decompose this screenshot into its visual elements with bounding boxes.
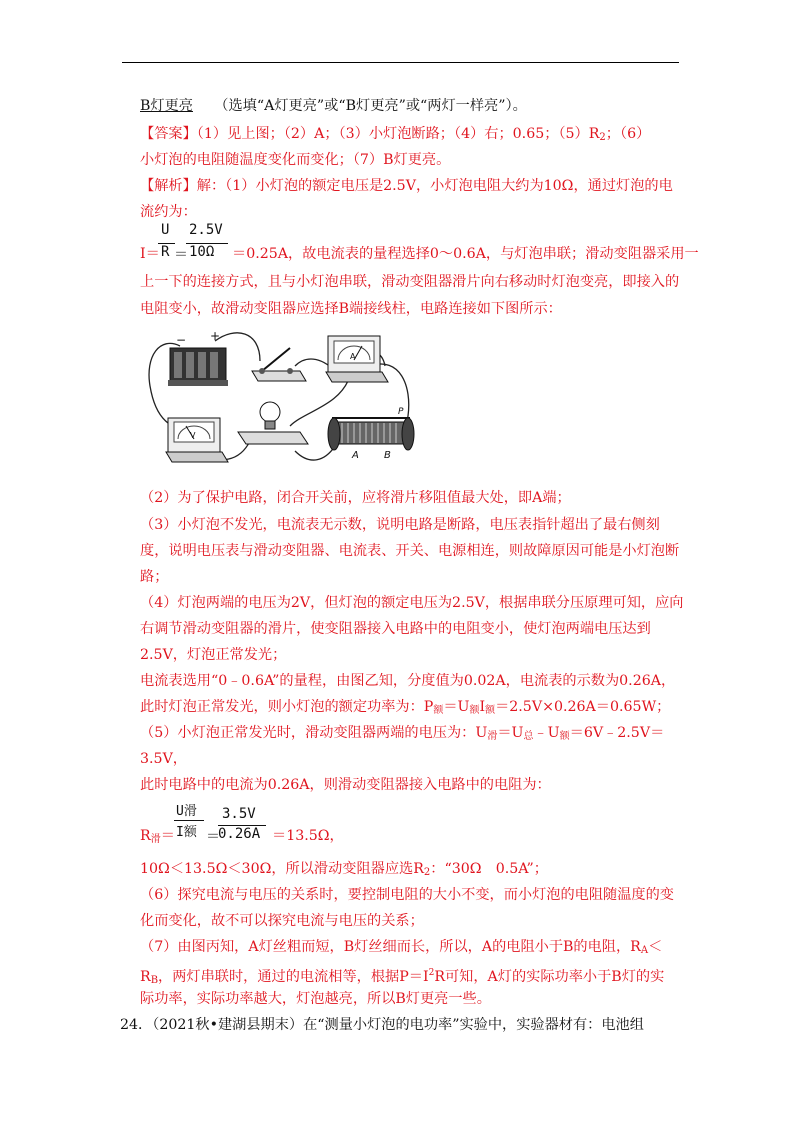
question-24: 24．（2021秋•建湖县期末）在“测量小灯泡的电功率”实验中，实验器材有：电池组 xyxy=(120,1017,644,1033)
analysis-line-23: （6）探究电流与电压的关系时，要控制电阻的大小不变，而小灯泡的电阻随温度的变 xyxy=(140,887,674,903)
voltmeter-label: V xyxy=(190,431,196,440)
fraction-u-over-r: U R xyxy=(158,222,178,266)
analysis-line-13: （4）灯泡两端的电压为2V，但灯泡的额定电压为2.5V，根据串联分压原理可知，应向 xyxy=(140,595,684,611)
answer-fill-blank: B灯更亮 xyxy=(140,98,193,114)
fraction-3-5v-over-0-26a: 3.5V 0.26A xyxy=(218,806,268,846)
answer-line: 【答案】（1）见上图；（2）A；（3）小灯泡断路；（4）右；0.65；$(5)R_2$；（6） xyxy=(140,126,651,143)
formula-resistance-result: ＝13.5Ω， xyxy=(272,828,344,844)
fraction-u-slide-over-i-rated: U滑 I额 xyxy=(174,800,206,844)
analysis-line-22: 10Ω＜13.5Ω＜30Ω，所以滑动变阻器应选$R_2$：“30Ω 0.5A”； xyxy=(140,861,548,878)
analysis-line-12: 路； xyxy=(140,569,169,585)
analysis-line-26: $R_B$，两灯串联时，通过的电流相等，根据$P=I^2R$可知，A灯的实际功率小于B灯的实 xyxy=(140,968,665,986)
analysis-line-18: （5）小灯泡正常发光时，滑动变阻器两端的电压为：$U_滑=U_总﹣U_额=6V﹣2.5V=$ xyxy=(140,725,665,742)
battery-minus-label: − xyxy=(176,333,187,347)
rheostat-b-label: B xyxy=(384,450,391,461)
analysis-line-16: 电流表选用“0﹣0.6A”的量程，由图乙知，分度值为0.02A，电流表的示数为0.26A， xyxy=(140,673,676,689)
rheostat-p-label: P xyxy=(398,407,404,417)
ammeter-label: A xyxy=(350,352,356,361)
analysis-line-11: 度，说明电压表与滑动变阻器、电流表、开关、电源相连，则故障原因可能是小灯泡断 xyxy=(140,543,680,559)
analysis-line-20: 此时电路中的电流为0.26A，则滑动变阻器接入电路中的电阻为： xyxy=(140,777,551,793)
rheostat-a-label: A xyxy=(352,450,359,461)
analysis-line-27: 际功率，实际功率越大，灯泡越亮，所以B灯更亮一些。 xyxy=(140,991,491,1007)
analysis-line-24: 化而变化，故不可以探究电流与电压的关系； xyxy=(140,913,424,929)
formula-resistance-prefix: $R_滑=$ xyxy=(140,828,175,845)
analysis-line-7: 上一下的连接方式，且与小灯泡串联，滑动变阻器滑片向右移动时灯泡变亮，即接入的 xyxy=(140,274,680,290)
answer-tag: 【答案】 xyxy=(140,126,197,142)
ammeter-icon xyxy=(326,336,388,382)
answer-line-2: 小灯泡的电阻随温度变化而变化；（7）B灯更亮。 xyxy=(140,152,451,168)
analysis-line-15: 2.5V，灯泡正常发光； xyxy=(140,647,287,663)
fraction-2-5v-over-10ohm: 2.5V 10Ω xyxy=(186,222,230,266)
analysis-line-9: （2）为了保护电路，闭合开关前，应将滑片移阻值最大处，即A端； xyxy=(140,490,571,506)
analysis-line-14: 右调节滑动变阻器的滑片，使变阻器接入电路中的电阻变小，使灯泡两端电压达到 xyxy=(140,621,651,637)
header-rule xyxy=(122,62,679,63)
battery-plus-label: + xyxy=(210,329,221,343)
circuit-figure xyxy=(140,326,416,470)
analysis-line: 【解析】解：（1）小灯泡的额定电压是2.5V，小灯泡电阻大约为10Ω，通过灯泡的电 xyxy=(140,178,673,194)
analysis-line-25: （7）由图丙知，A灯丝粗而短，B灯丝细而长，所以，A的电阻小于B的电阻，$R_A<$ xyxy=(140,939,663,956)
analysis-line-19: 3.5V， xyxy=(140,751,187,767)
voltmeter-icon xyxy=(166,418,228,462)
formula-current-prefix: I＝ xyxy=(140,246,160,262)
line-fill-blank: B灯更亮 （选填“A灯更亮”或“B灯更亮”或“两灯一样亮”）。 xyxy=(140,98,527,114)
analysis-line-2: 流约为： xyxy=(140,204,197,220)
formula-current-result: ＝0.25A，故电流表的量程选择0～0.6A，与灯泡串联；滑动变阻器采用一 xyxy=(232,246,699,262)
analysis-tag: 【解析】 xyxy=(140,178,197,194)
analysis-line-8: 电阻变小，故滑动变阻器应选择B端接线柱，电路连接如下图所示： xyxy=(140,301,562,317)
analysis-line-17: 此时灯泡正常发光，则小灯泡的额定功率为：$P_额=U_额I_额=2.5V\times 0.26A=0.65W$； xyxy=(140,699,671,716)
analysis-line-10: （3）小灯泡不发光，电流表无示数，说明电路是断路，电压表指针超出了最右侧刻 xyxy=(140,517,660,533)
